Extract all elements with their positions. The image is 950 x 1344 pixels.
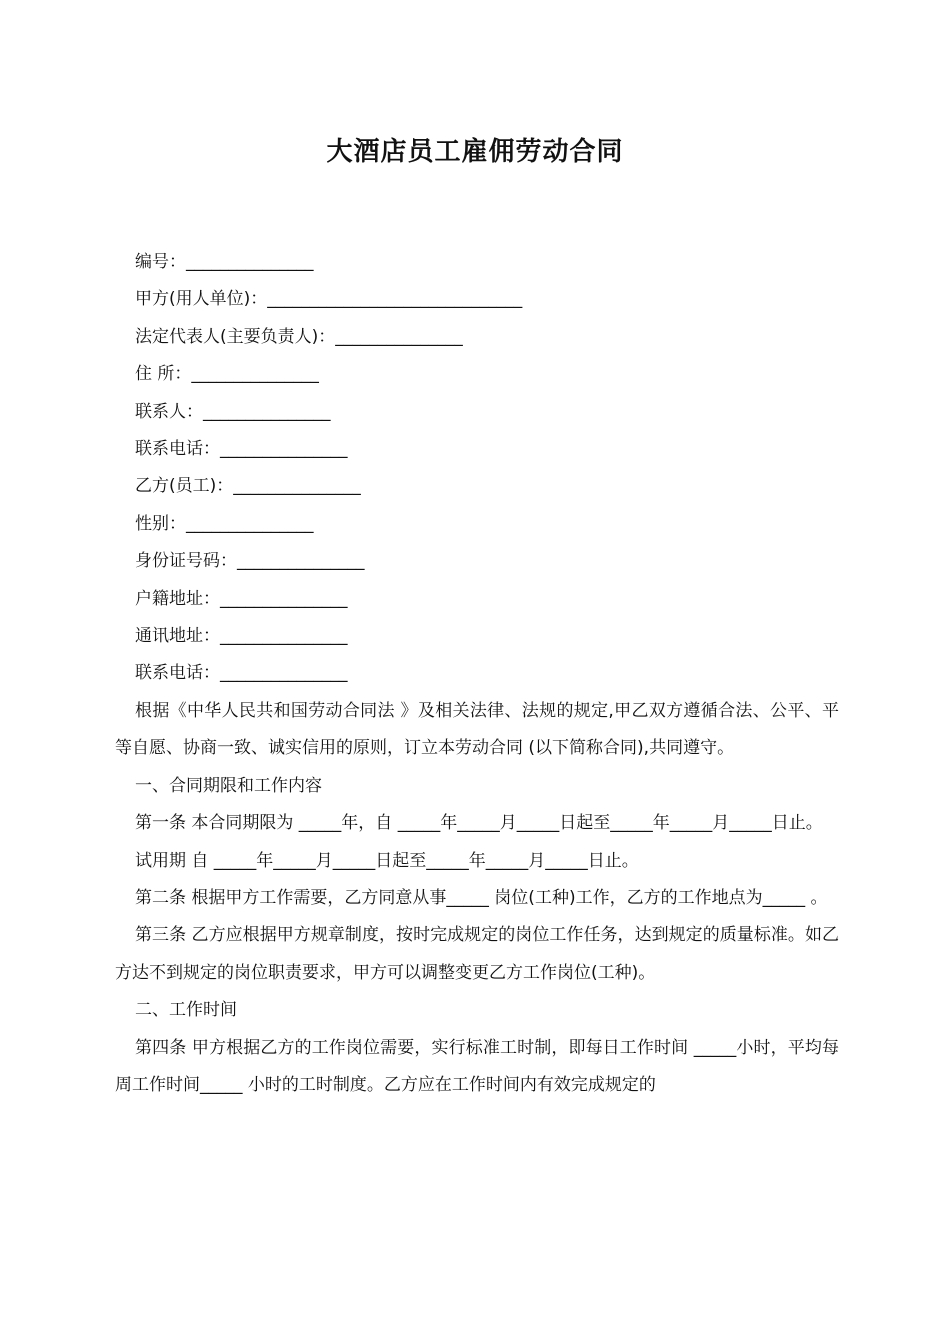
article-2: 第二条 根据甲方工作需要，乙方同意从事_____ 岗位(工种)工作，乙方的工作地点为_____ 。 [135,887,828,908]
article-3: 第三条 乙方应根据甲方规章制度，按时完成规定的岗位工作任务，达到规定的质量标准。如乙方达不到规定的岗位职责要求，甲方可以调整变更乙方工作岗位(工种)。 [115,925,839,983]
field-party-b-phone: 联系电话：_______________ [135,663,348,684]
article-4: 第四条 甲方根据乙方的工作岗位需要，实行标准工时制，即每日工作时间 _____小时，平均每周工作时间_____ 小时的工时制度。乙方应在工作时间内有效完成规定的 [115,1037,839,1095]
field-household-address: 户籍地址：_______________ [135,588,348,609]
field-mailing-address: 通讯地址：_______________ [135,626,348,647]
field-contact-person: 联系人：_______________ [135,401,331,422]
field-contract-number: 编号：_______________ [135,252,314,272]
article-1: 第一条 本合同期限为 _____年，自 _____年_____月_____日起至_____年_____月_____日止。 [135,813,823,834]
intro-paragraph: 根据《中华人民共和国劳动合同法 》及相关法律、法规的规定,甲乙双方遵循合法、公平、平等自愿、协商一致、诚实信用的原则，订立本劳动合同 (以下简称合同),共同遵守。 [115,700,839,759]
field-id-number: 身份证号码：_______________ [135,551,365,572]
field-party-a: 甲方(用人单位)：______________________________ [135,289,523,310]
section-heading-working-hours: 二、工作时间 [135,1000,237,1021]
section-heading-term: 一、合同期限和工作内容 [135,775,322,796]
field-party-a-phone: 联系电话：_______________ [135,439,348,460]
field-gender: 性别：_______________ [135,513,314,534]
field-legal-representative: 法定代表人(主要负责人)：_______________ [135,326,463,347]
field-address: 住 所：_______________ [135,364,319,385]
document-body [115,244,839,1104]
document-title: 大酒店员工雇佣劳动合同 [326,137,624,167]
probation-period: 试用期 自 _____年_____月_____日起至_____年_____月_____日止。 [135,850,639,871]
field-party-b: 乙方(员工)：_______________ [135,476,361,497]
